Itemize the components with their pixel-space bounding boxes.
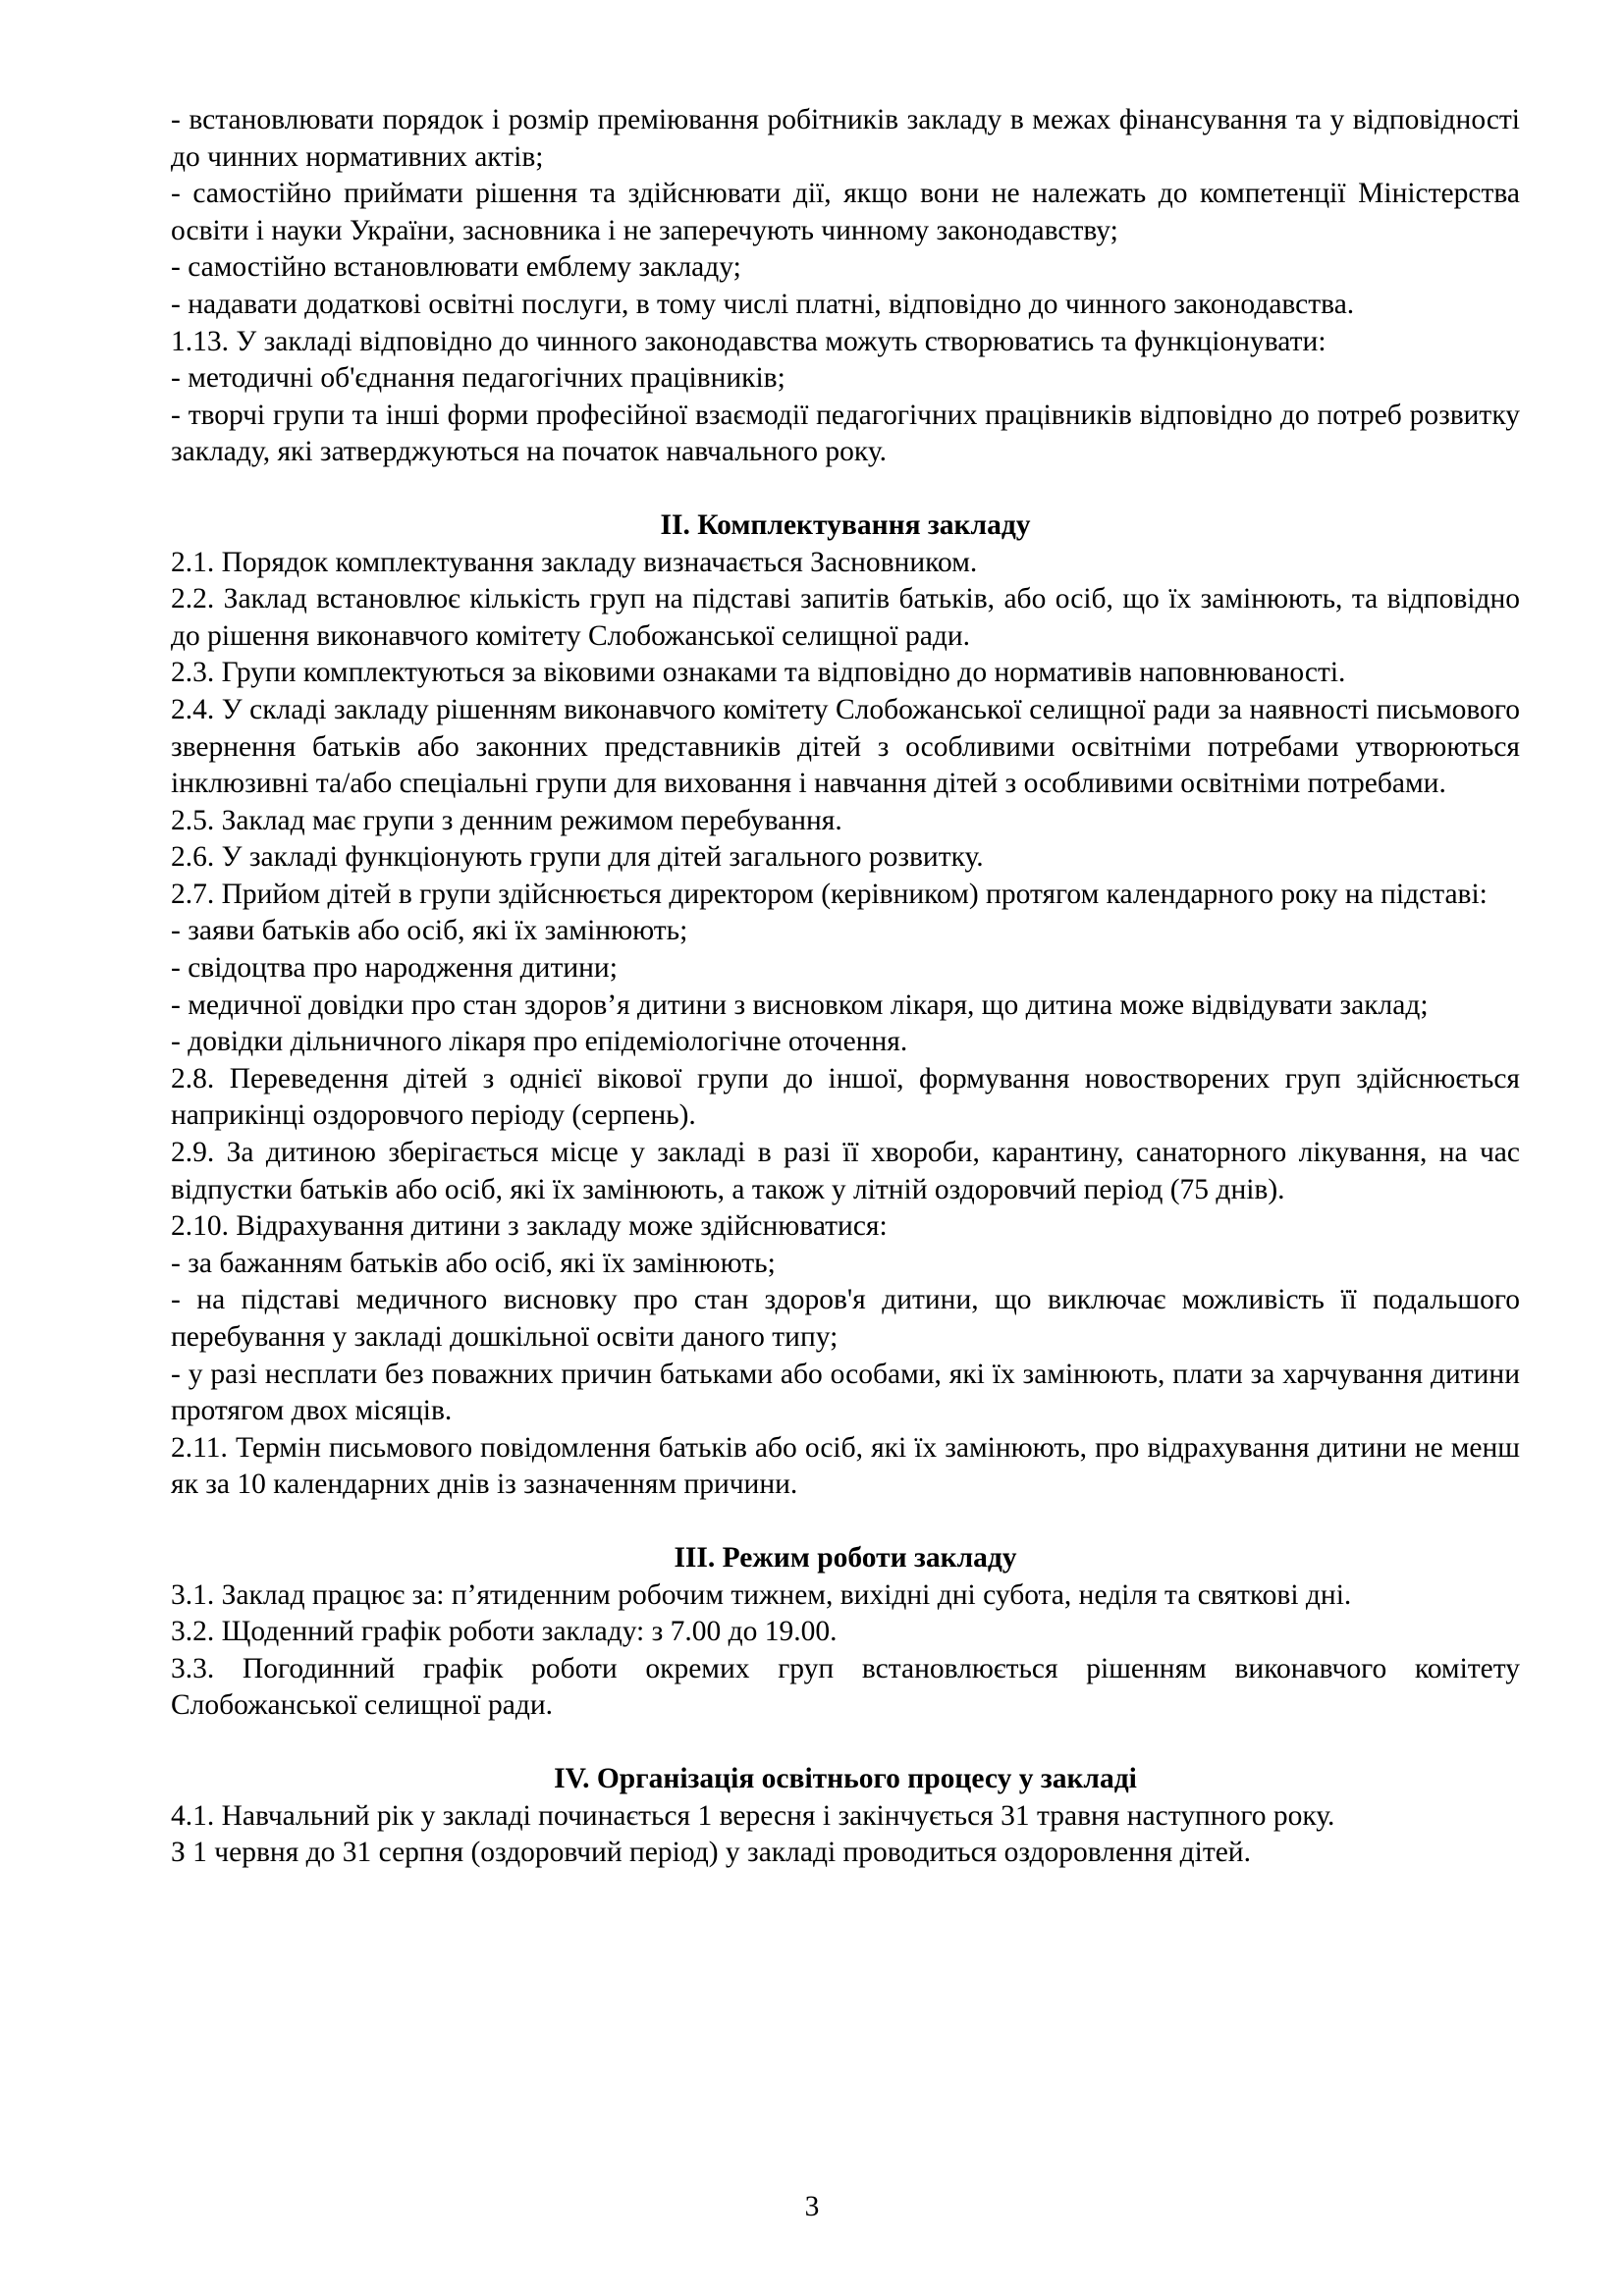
section-4-paragraph-2: З 1 червня до 31 серпня (оздоровчий період) у закладі проводиться оздоровлення дітей. [171, 1837, 1251, 1869]
intro-paragraph-2: - самостійно приймати рішення та здійснювати дії, якщо вони не належать до компетенції Міністерства освіти і науки України, засновника і не заперечують чинному законодавству; [171, 178, 1520, 246]
section-4-heading: IV. Організація освітнього процесу у закладі [554, 1762, 1137, 1794]
document-page [171, 102, 1520, 1872]
section-2-paragraph-13: 2.9. За дитиною зберігається місце у закладі в разі її хвороби, карантину, санаторного лікування, на час відпустки батьків або осіб, які їх замінюють, а також у літній оздоровчий період (75 днів). [171, 1137, 1520, 1205]
intro-paragraph-4: - надавати додаткові освітні послуги, в тому числі платні, відповідно до чинного законодавства. [171, 288, 1355, 320]
section-3-paragraph-3: 3.3. Погодинний графік роботи окремих груп встановлюється рішенням виконавчого комітету Слобожанської селищної ради. [171, 1652, 1520, 1722]
section-2-paragraph-5: 2.5. Заклад має групи з денним режимом перебування. [171, 804, 842, 836]
section-3-heading: ІІІ. Режим роботи закладу [674, 1541, 1017, 1574]
section-2-paragraph-10: - медичної довідки про стан здоров’я дитини з висновком лікаря, що дитина може відвідувати заклад; [171, 988, 1429, 1021]
section-2-paragraph-17: - у разі несплати без поважних причин батьками або особами, які їх замінюють, плати за харчування дитини протягом двох місяців. [171, 1358, 1520, 1427]
section-2-paragraph-9: - свідоцтва про народження дитини; [171, 952, 618, 985]
section-4-paragraph-1: 4.1. Навчальний рік у закладі починається 1 вересня і закінчується 31 травня наступного року. [171, 1799, 1335, 1832]
section-2-paragraph-11: - довідки дільничного лікаря про епідеміологічне оточення. [171, 1026, 908, 1058]
section-3-paragraph-1: 3.1. Заклад працює за: п’ятиденним робочим тижнем, вихідні дні субота, неділя та святкові дні. [171, 1578, 1352, 1611]
section-2-paragraph-14: 2.10. Відрахування дитини з закладу може здійснюватися: [171, 1210, 888, 1243]
intro-paragraph-1: - встановлювати порядок і розмір преміювання робітників закладу в межах фінансування та у відповідності до чинних нормативних актів; [171, 104, 1520, 173]
intro-paragraph-3: - самостійно встановлювати емблему закладу; [171, 251, 741, 284]
section-2-paragraph-18: 2.11. Термін письмового повідомлення батьків або осіб, які їх замінюють, про відрахування дитини не менш як за 10 календарних днів із зазначенням причини. [171, 1431, 1520, 1501]
section-2-paragraph-8: - заяви батьків або осіб, які їх замінюють; [171, 915, 688, 947]
section-2-paragraph-16: - на підставі медичного висновку про стан здоров'я дитини, що виключає можливість її подальшого перебування у закладі дошкільної освіти даного типу; [171, 1284, 1520, 1353]
section-2-heading: ІІ. Комплектування закладу [660, 508, 1031, 541]
intro-paragraph-6: - методичні об'єднання педагогічних працівників; [171, 362, 785, 395]
section-2-paragraph-15: - за бажанням батьків або осіб, які їх замінюють; [171, 1247, 776, 1279]
section-2-paragraph-12: 2.8. Переведення дітей з однієї вікової групи до іншої, формування новостворених груп здійснюється наприкінці оздоровчого періоду (серпень). [171, 1062, 1520, 1132]
intro-paragraph-7: - творчі групи та інші форми професійної взаємодії педагогічних працівників відповідно до потреб розвитку закладу, які затверджуються на початок навчального року. [171, 399, 1520, 468]
page-number: 3 [804, 2191, 820, 2222]
section-2-paragraph-7: 2.7. Прийом дітей в групи здійснюється директором (керівником) протягом календарного року на підставі: [171, 878, 1488, 910]
section-2-paragraph-2: 2.2. Заклад встановлює кількість груп на підставі запитів батьків, або осіб, що їх замінюють, та відповідно до рішення виконавчого комітету Слобожанської селищної ради. [171, 583, 1520, 652]
section-2-paragraph-1: 2.1. Порядок комплектування закладу визначається Засновником. [171, 546, 978, 578]
section-3-paragraph-2: 3.2. Щоденний графік роботи закладу: з 7.00 до 19.00. [171, 1616, 838, 1648]
section-2-paragraph-4: 2.4. У складі закладу рішенням виконавчого комітету Слобожанської селищної ради за наявності письмового звернення батьків або законних представників дітей з особливими освітніми потребами утворюються інклюзивні та/або спеціальні групи для виховання і навчання дітей з особливими освітніми потребами. [171, 693, 1520, 800]
section-2-paragraph-3: 2.3. Групи комплектуються за віковими ознаками та відповідно до нормативів наповнюваності. [171, 657, 1346, 689]
intro-paragraph-5: 1.13. У закладі відповідно до чинного законодавства можуть створюватись та функціонувати: [171, 325, 1326, 357]
section-2-paragraph-6: 2.6. У закладі функціонують групи для дітей загального розвитку. [171, 841, 984, 874]
